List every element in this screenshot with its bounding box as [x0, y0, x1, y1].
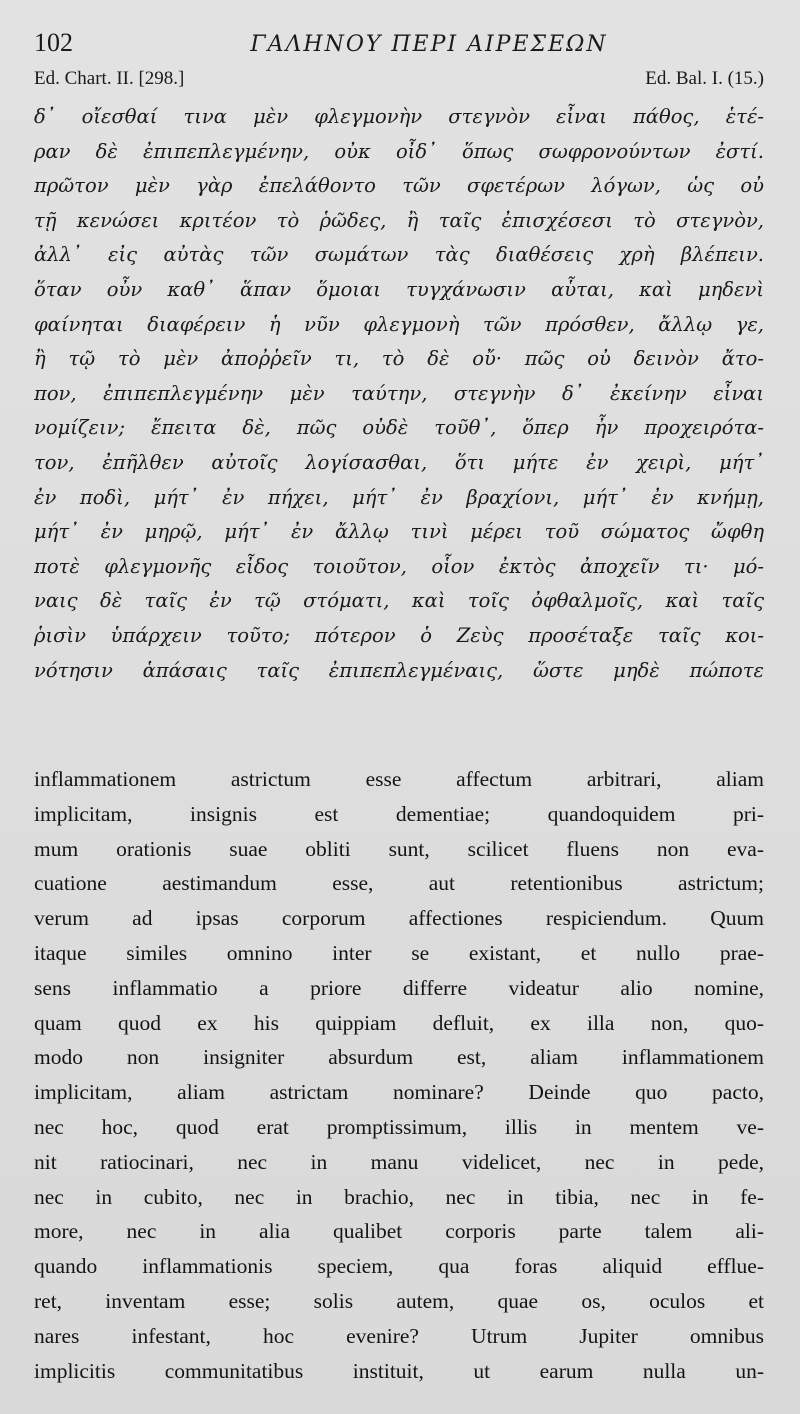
- greek-line: ναις δὲ ταῖς ἐν τῷ στόματι, καὶ τοῖς ὀφθαλμοῖς, καὶ ταῖς: [34, 589, 764, 613]
- latin-line: quando inflammationis speciem, qua foras aliquid efflue-: [34, 1254, 764, 1279]
- latin-line: sens inflammatio a priore differre videatur alio nomine,: [34, 975, 764, 1000]
- greek-line: ραν δὲ ἐπιπεπλεγμένην, οὐκ οἶδ᾽ ὅπως σωφρονούντων ἐστί.: [34, 139, 764, 163]
- greek-line: δ᾽ οἴεσθαί τινα μὲν φλεγμονὴν στεγνὸν εἶναι πάθος, ἑτέ-: [34, 105, 764, 128]
- latin-line: nec hoc, quod erat promptissimum, illis in mentem ve-: [34, 1115, 764, 1140]
- page-number: 102: [34, 28, 73, 57]
- latin-line: inflammationem astrictum esse affectum arbitrari, aliam: [34, 767, 764, 792]
- latin-line: mum orationis suae obliti sunt, scilicet fluens non eva-: [34, 836, 764, 861]
- edition-chart-reference: Ed. Chart. II. [298.]: [34, 68, 185, 89]
- greek-line: νότησιν ἁπάσαις ταῖς ἐπιπεπλεγμέναις, ὥστε μηδὲ πώποτε: [34, 658, 764, 682]
- greek-text-block: [34, 100, 764, 688]
- greek-line: νομίζειν; ἔπειτα δὲ, πῶς οὐδὲ τοῦθ᾽, ὅπερ ἦν προχειρότα-: [34, 416, 764, 440]
- greek-line: τῇ κενώσει κριτέον τὸ ῥῶδες, ἢ ταῖς ἐπισχέσεσι τὸ στεγνὸν,: [34, 208, 764, 232]
- greek-line: τον, ἐπῆλθεν αὐτοῖς λογίσασθαι, ὅτι μήτε ἐν χειρὶ, μήτ᾽: [34, 450, 764, 474]
- latin-line: quam quod ex his quippiam defluit, ex illa non, quo-: [34, 1010, 764, 1035]
- page-header: [34, 28, 764, 62]
- edition-basel-reference: Ed. Bal. I. (15.): [645, 68, 764, 89]
- greek-line: ἢ τῷ τὸ μὲν ἀποῤῥεῖν τι, τὸ δὲ οὔ· πῶς οὐ δεινὸν ἄτο-: [34, 347, 764, 371]
- latin-line: ret, inventam esse; solis autem, quae os, oculos et: [34, 1289, 764, 1314]
- greek-line: μήτ᾽ ἐν μηρῷ, μήτ᾽ ἐν ἄλλῳ τινὶ μέρει τοῦ σώματος ὤφθη: [34, 520, 764, 544]
- latin-line: cuatione aestimandum esse, aut retentionibus astrictum;: [34, 871, 764, 896]
- latin-line: nares infestant, hoc evenire? Utrum Jupiter omnibus: [34, 1323, 764, 1348]
- edition-reference-line: [34, 68, 764, 98]
- greek-line: ἀλλ᾽ εἰς αὐτὰς τῶν σωμάτων τὰς διαθέσεις χρὴ βλέπειν.: [34, 243, 764, 267]
- running-head: ΓΑΛΗΝΟΥ ΠΕΡΙ ΑΙΡΕΣΕΩΝ: [250, 32, 608, 57]
- greek-line: φαίνηται διαφέρειν ἡ νῦν φλεγμονὴ τῶν πρόσθεν, ἄλλῳ γε,: [34, 312, 764, 336]
- latin-line: implicitis communitatibus instituit, ut earum nulla un-: [34, 1358, 764, 1383]
- latin-line: verum ad ipsas corporum affectiones respiciendum. Quum: [34, 906, 764, 931]
- latin-line: implicitam, aliam astrictam nominare? Deinde quo pacto,: [34, 1080, 764, 1105]
- greek-line: ὅταν οὖν καθ᾽ ἅπαν ὅμοιαι τυγχάνωσιν αὗται, καὶ μηδενὶ: [34, 277, 764, 301]
- latin-line: more, nec in alia qualibet corporis parte talem ali-: [34, 1219, 764, 1244]
- latin-line: implicitam, insignis est dementiae; quandoquidem pri-: [34, 801, 764, 826]
- latin-line: itaque similes omnino inter se existant, et nullo prae-: [34, 941, 764, 966]
- greek-line: πον, ἐπιπεπλεγμένην μὲν ταύτην, στεγνὴν δ᾽ ἐκείνην εἶναι: [34, 381, 764, 405]
- section-gap: [34, 688, 764, 762]
- greek-line: ἐν ποδὶ, μήτ᾽ ἐν πήχει, μήτ᾽ ἐν βραχίονι, μήτ᾽ ἐν κνήμῃ,: [34, 485, 764, 509]
- latin-line: nec in cubito, nec in brachio, nec in tibia, nec in fe-: [34, 1184, 764, 1209]
- latin-text-block: [34, 762, 764, 1388]
- greek-line: ῥισὶν ὑπάρχειν τοῦτο; πότερον ὁ Ζεὺς προσέταξε ταῖς κοι-: [34, 623, 764, 647]
- latin-line: modo non insigniter absurdum est, aliam inflammationem: [34, 1045, 764, 1070]
- latin-line: nit ratiocinari, nec in manu videlicet, nec in pede,: [34, 1149, 764, 1174]
- greek-line: ποτὲ φλεγμονῆς εἶδος τοιοῦτον, οἷον ἐκτὸς ἀποχεῖν τι· μό-: [34, 554, 764, 578]
- greek-line: πρῶτον μὲν γὰρ ἐπελάθοντο τῶν σφετέρων λόγων, ὡς οὐ: [34, 174, 764, 198]
